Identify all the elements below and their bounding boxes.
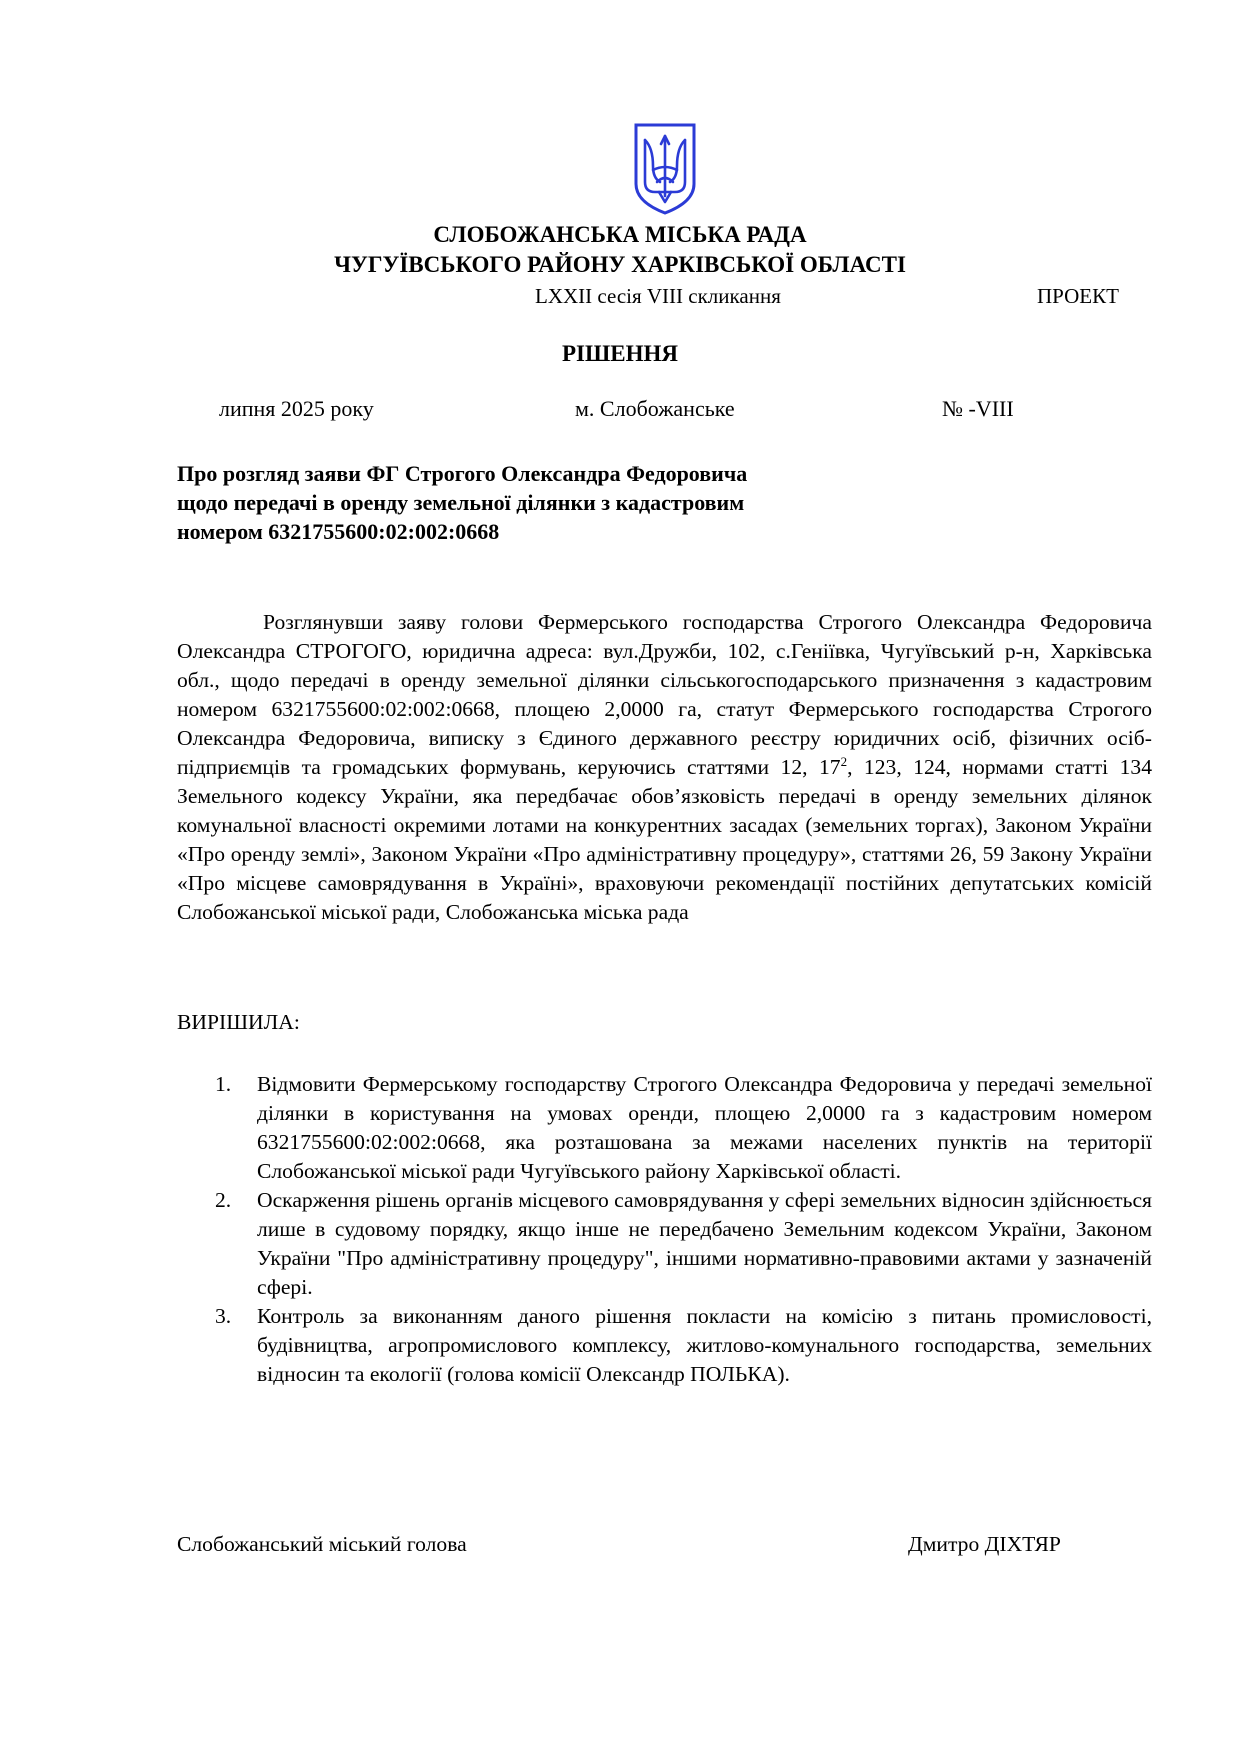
signatory-name: Дмитро ДІХТЯР	[908, 1532, 1061, 1556]
preamble-text-end: , 123, 124, нормами статті 134 Земельного кодексу України, яка передбачає обов’язковість передачі в оренду земельних ділянок комунальної власності окремими лотами на конкурентних засадах (земельних торгах), Законом України «Про оренду землі», Законом України «Про адміністративну процедуру», статтями 26, 59 Закону України «Про місцеве самоврядування в Україні», враховуючи рекомендації постійних депутатських комісій Слобожанської міської ради, Слобожанська міська рада	[177, 755, 1153, 924]
decision-item	[177, 1302, 1152, 1389]
district-name: ЧУГУЇВСЬКОГО РАЙОНУ ХАРКІВСЬКОЇ ОБЛАСТІ	[334, 252, 906, 277]
decision-item	[177, 1070, 1152, 1186]
decision-number-label: 2.	[215, 1188, 232, 1212]
decisions-list	[177, 1070, 1152, 1389]
decided-heading: ВИРІШИЛА:	[177, 1010, 300, 1034]
decision-text: Оскарження рішень органів місцевого самоврядування у сфері земельних відносин здійснюється лише в судовому порядку, якщо інше не передбачено Земельним кодексом України, Законом України "Про адміністративну процедуру", іншими нормативно-правовими актами у зазначеній сфері.	[257, 1188, 1152, 1299]
preamble-paragraph	[177, 608, 1152, 927]
document-title: РІШЕННЯ	[562, 341, 678, 366]
council-name: СЛОБОЖАНСЬКА МІСЬКА РАДА	[433, 222, 807, 247]
decision-date: липня 2025 року	[219, 396, 374, 421]
decision-subject	[177, 459, 897, 546]
preamble-text-start: Розглянувши заяву голови Фермерського господарства Строгого Олександра Федоровича Олександра СТРОГОГО, юридична адреса: вул.Дружби, 102, с.Геніївка, Чугуївський р-н, Харківська обл., щодо передачі в оренду земельної ділянки сільськогосподарського призначення з кадастровим номером 6321755600:02:002:0668, площею 2,0000 га, статут Фермерського господарства Строгого Олександра Федоровича, виписку з Єдиного державного реєстру юридичних осіб, фізичних осіб-підприємців та громадських формувань, керуючись статтями 12, 17	[177, 610, 1152, 779]
decision-text: Відмовити Фермерському господарству Строгого Олександра Федоровича у передачі земельної ділянки в користування на умовах оренди, площею 2,0000 га з кадастровим номером 6321755600:02:002:0668, яка розташована за межами населених пунктів на території Слобожанської міської ради Чугуївського району Харківської області.	[257, 1072, 1152, 1183]
decision-number-label: 3.	[215, 1304, 232, 1328]
draft-status: ПРОЕКТ	[1037, 284, 1119, 308]
decision-text: Контроль за виконанням даного рішення покласти на комісію з питань промисловості, будівництва, агропромислового комплексу, житлово-комунального господарства, земельних відносин та екології (голова комісії Олександр ПОЛЬКА).	[257, 1304, 1152, 1386]
subject-line-2: щодо передачі в оренду земельної ділянки з кадастровим	[177, 490, 745, 515]
subject-line-3: номером 6321755600:02:002:0668	[177, 519, 500, 544]
decision-item	[177, 1186, 1152, 1302]
decision-number-label: 1.	[215, 1072, 232, 1096]
session-info: LXXII сесія VIII скликання	[535, 284, 781, 308]
coat-of-arms-icon	[633, 122, 697, 216]
decision-place: м. Слобожанське	[575, 396, 735, 421]
article-superscript: 2	[840, 753, 848, 769]
subject-line-1: Про розгляд заяви ФГ Строгого Олександра Федоровича	[177, 461, 748, 486]
signatory-position: Слобожанський міський голова	[177, 1532, 467, 1556]
decision-number: № -VIII	[942, 396, 1014, 421]
